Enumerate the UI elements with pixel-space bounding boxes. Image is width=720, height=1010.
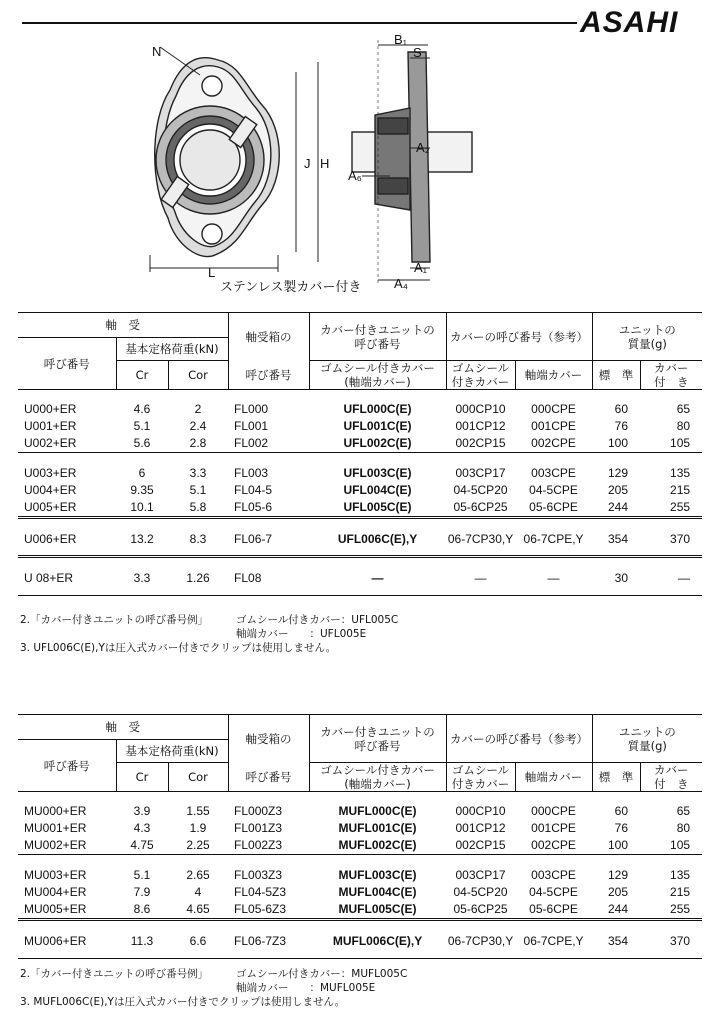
- table-row: [18, 435, 702, 453]
- table-row: [18, 570, 702, 587]
- mass-standard: 205: [608, 885, 629, 899]
- unit-number: UFL000C(E): [343, 402, 412, 416]
- table-row: [18, 933, 702, 950]
- cr-value: 13.2: [130, 532, 154, 546]
- mass-covered: 370: [670, 532, 691, 546]
- row-spacer: [18, 557, 702, 571]
- table-row: [18, 884, 702, 901]
- hdr-covered-2: 付 き: [654, 375, 689, 389]
- rubber-cover: 04-5CP20: [453, 483, 508, 497]
- unit-number: —: [371, 571, 384, 585]
- cr-value: 10.1: [130, 500, 154, 514]
- cor-value: 4: [194, 885, 202, 899]
- mass-covered: 215: [670, 885, 691, 899]
- rubber-cover: 05-6CP25: [453, 902, 508, 916]
- housing-number: FL002: [234, 436, 269, 450]
- table-row: [18, 418, 702, 435]
- label-a1: A₁: [414, 260, 428, 275]
- mass-covered: 105: [670, 838, 691, 852]
- unit-number: MUFL004C(E): [338, 885, 417, 899]
- rubber-cover: 06-7CP30,Y: [447, 532, 514, 546]
- unit-number: MUFL006C(E),Y: [332, 934, 423, 948]
- cor-value: 4.65: [186, 902, 210, 916]
- rubber-cover: —: [474, 571, 487, 585]
- table2-note2-end: 軸端カバー ：MUFL005E: [236, 982, 376, 994]
- cr-value: 4.3: [133, 821, 151, 835]
- cr-value: 5.1: [133, 868, 151, 882]
- housing-number: FL04-5Z3: [234, 885, 287, 899]
- table-row: [18, 465, 702, 482]
- call-number: MU006+ER: [24, 934, 87, 948]
- table1-note2-rubber: ゴムシール付きカバー：UFL005C: [236, 614, 399, 626]
- rubber-cover: 002CP15: [455, 436, 506, 450]
- cor-value: 8.3: [189, 532, 207, 546]
- mass-standard: 354: [608, 934, 629, 948]
- label-a2: A₂: [416, 140, 430, 155]
- hdr2-housing-2: 呼び番号: [228, 763, 309, 792]
- rubber-cover: 002CP15: [455, 838, 506, 852]
- label-h: H: [320, 156, 330, 171]
- table-row: [18, 820, 702, 837]
- brand-logo: ASAHI: [580, 6, 679, 39]
- table1-note3: 3. UFL006C(E),Yは圧入式カバー付きでクリップは使用しません。: [20, 642, 337, 654]
- call-number: U002+ER: [24, 436, 77, 450]
- unit-number: UFL001C(E): [343, 419, 412, 433]
- housing-number: FL05-6Z3: [234, 902, 287, 916]
- housing-number: FL000: [234, 402, 269, 416]
- cr-value: 7.9: [133, 885, 151, 899]
- end-cover: —: [547, 571, 560, 585]
- call-number: MU000+ER: [24, 804, 87, 818]
- unit-number: MUFL002C(E): [338, 838, 417, 852]
- housing-number: FL06-7Z3: [234, 934, 287, 948]
- mass-standard: 354: [608, 532, 629, 546]
- hdr-cr: Cr: [116, 361, 168, 390]
- call-number: MU005+ER: [24, 902, 87, 916]
- rubber-cover: 003CP17: [455, 868, 506, 882]
- cor-value: 5.8: [189, 500, 207, 514]
- hdr-unit-sub1: ゴムシール付きカバー: [320, 361, 435, 375]
- table-row: [18, 803, 702, 820]
- hdr2-unit-sub2: (軸端カバー): [344, 777, 411, 791]
- hdr2-call: 呼び番号: [43, 758, 90, 773]
- hdr-covered-1: カバー: [654, 361, 689, 375]
- housing-number: FL001: [234, 419, 269, 433]
- housing-number: FL002Z3: [234, 838, 283, 852]
- mass-covered: 135: [670, 466, 691, 480]
- hdr2-covered-1: カバー: [654, 763, 689, 777]
- call-number: MU002+ER: [24, 838, 87, 852]
- hdr-bearing: 軸 受: [18, 313, 228, 338]
- hdr2-unit-1: カバー付きユニットの: [320, 724, 435, 739]
- hdr2-covered-2: 付 き: [654, 777, 689, 791]
- mass-covered: 80: [676, 821, 691, 835]
- mass-covered: 80: [676, 419, 691, 433]
- hdr-cover-num: カバーの呼び番号（参考）: [446, 313, 592, 361]
- front-view: [150, 47, 318, 272]
- table-row: [18, 482, 702, 499]
- hdr-call: 呼び番号: [43, 356, 90, 371]
- label-a6: A₆: [348, 168, 362, 183]
- label-j: J: [304, 156, 311, 171]
- table-bottom-rule: [18, 950, 702, 959]
- cr-value: 9.35: [130, 483, 154, 497]
- call-number: MU001+ER: [24, 821, 87, 835]
- mass-standard: 244: [608, 500, 629, 514]
- unit-number: UFL005C(E): [343, 500, 412, 514]
- table-bottom-rule: [18, 587, 702, 596]
- housing-number: FL05-6: [234, 500, 273, 514]
- cr-value: 4.6: [133, 402, 151, 416]
- hdr-rubber-2: 付きカバー: [451, 375, 510, 389]
- table2-note2: [20, 966, 408, 981]
- end-cover: 003CPE: [531, 466, 576, 480]
- mass-covered: —: [678, 571, 691, 585]
- row-spacer: [18, 518, 702, 532]
- unit-number: MUFL000C(E): [338, 804, 417, 818]
- hdr2-rated-load: 基本定格荷重(kN): [116, 740, 228, 763]
- unit-number: MUFL005C(E): [338, 902, 417, 916]
- cr-value: 3.9: [133, 804, 151, 818]
- table2-note3: 3. MUFL006C(E),Yは圧入式カバー付きでクリップは使用しません。: [20, 996, 346, 1008]
- hdr2-rubber-1: ゴムシール: [451, 763, 510, 777]
- hdr2-mass-2: 質量(g): [627, 738, 667, 753]
- call-number: MU003+ER: [24, 868, 87, 882]
- table1-note2: [20, 612, 399, 627]
- housing-number: FL04-5: [234, 483, 273, 497]
- hdr2-cr: Cr: [116, 763, 168, 792]
- rubber-cover: 04-5CP20: [453, 885, 508, 899]
- mass-standard: 76: [614, 821, 629, 835]
- hdr2-standard: 標 準: [592, 763, 640, 792]
- table-row: [18, 901, 702, 920]
- mass-standard: 244: [608, 902, 629, 916]
- rubber-cover: 000CP10: [455, 402, 506, 416]
- cor-value: 1.26: [186, 571, 210, 585]
- end-cover: 06-7CPE,Y: [523, 532, 584, 546]
- hdr-unit-sub2: (軸端カバー): [344, 375, 411, 389]
- end-cover: 002CPE: [531, 838, 576, 852]
- mass-covered: 65: [676, 804, 691, 818]
- unit-number: MUFL001C(E): [338, 821, 417, 835]
- mass-covered: 135: [670, 868, 691, 882]
- unit-number: UFL002C(E): [343, 436, 412, 450]
- hdr2-unit-2: 呼び番号: [354, 738, 401, 753]
- hdr2-cor: Cor: [168, 763, 228, 792]
- housing-number: FL003Z3: [234, 868, 283, 882]
- unit-number: UFL003C(E): [343, 466, 412, 480]
- hdr-standard: 標 準: [592, 361, 640, 390]
- call-number: U000+ER: [24, 402, 77, 416]
- table1-note2-label: 2.「カバー付きユニットの呼び番号例」: [20, 614, 209, 626]
- hdr2-bearing: 軸 受: [18, 715, 228, 740]
- row-spacer: [18, 453, 702, 466]
- mass-standard: 205: [608, 483, 629, 497]
- call-number: U001+ER: [24, 419, 77, 433]
- mass-covered: 105: [670, 436, 691, 450]
- table1-note2-end: 軸端カバー ：UFL005E: [236, 628, 367, 640]
- table2-note2-label: 2.「カバー付きユニットの呼び番号例」: [20, 968, 209, 980]
- hdr-housing-1: 軸受箱の: [245, 329, 292, 344]
- cr-value: 5.1: [133, 419, 151, 433]
- hdr-cor: Cor: [168, 361, 228, 390]
- cor-value: 3.3: [189, 466, 207, 480]
- mass-standard: 30: [614, 571, 629, 585]
- call-number: U005+ER: [24, 500, 77, 514]
- cr-value: 4.75: [130, 838, 154, 852]
- housing-number: FL003: [234, 466, 269, 480]
- end-cover: 06-7CPE,Y: [523, 934, 584, 948]
- spec-table-standard: [18, 312, 702, 596]
- cor-value: 2.4: [189, 419, 207, 433]
- end-cover: 05-6CPE: [529, 902, 578, 916]
- end-cover: 001CPE: [531, 821, 576, 835]
- mass-standard: 76: [614, 419, 629, 433]
- cor-value: 5.1: [189, 483, 207, 497]
- housing-number: FL001Z3: [234, 821, 283, 835]
- row-spacer: [18, 920, 702, 934]
- rubber-cover: 001CP12: [455, 419, 506, 433]
- label-n: N: [152, 44, 162, 59]
- hdr2-rubber-2: 付きカバー: [451, 777, 510, 791]
- mass-covered: 65: [676, 402, 691, 416]
- mass-standard: 129: [608, 868, 629, 882]
- label-s: S: [413, 45, 422, 60]
- table1-body: [18, 390, 702, 596]
- cr-value: 3.3: [133, 571, 151, 585]
- cor-value: 6.6: [189, 934, 207, 948]
- side-view: [352, 40, 472, 285]
- label-a4: A₄: [394, 276, 408, 291]
- call-number: U006+ER: [24, 532, 77, 546]
- mass-standard: 100: [608, 436, 629, 450]
- hdr-unit-2: 呼び番号: [354, 336, 401, 351]
- call-number: MU004+ER: [24, 885, 87, 899]
- row-spacer: [18, 390, 702, 402]
- table2-body: [18, 792, 702, 959]
- hdr-rubber-1: ゴムシール: [451, 361, 510, 375]
- cr-value: 5.6: [133, 436, 151, 450]
- end-cover: 003CPE: [531, 868, 576, 882]
- end-cover: 04-5CPE: [529, 483, 578, 497]
- end-cover: 05-6CPE: [529, 500, 578, 514]
- rubber-cover: 003CP17: [455, 466, 506, 480]
- mass-covered: 255: [670, 902, 691, 916]
- mass-standard: 129: [608, 466, 629, 480]
- end-cover: 002CPE: [531, 436, 576, 450]
- brand-rule: [22, 22, 577, 24]
- hdr-end-cover: 軸端カバー: [515, 361, 592, 390]
- call-number: U004+ER: [24, 483, 77, 497]
- end-cover: 000CPE: [531, 402, 576, 416]
- mass-covered: 255: [670, 500, 691, 514]
- cor-value: 2.8: [189, 436, 207, 450]
- unit-number: MUFL003C(E): [338, 868, 417, 882]
- hdr2-housing-1: 軸受箱の: [245, 731, 292, 746]
- row-spacer: [18, 792, 702, 804]
- unit-number: UFL004C(E): [343, 483, 412, 497]
- hdr-mass-1: ユニットの: [618, 322, 676, 337]
- table-row: [18, 401, 702, 418]
- mass-standard: 60: [614, 402, 629, 416]
- hdr-mass-2: 質量(g): [627, 336, 667, 351]
- housing-number: FL06-7: [234, 532, 273, 546]
- cr-value: 11.3: [130, 934, 154, 948]
- row-spacer: [18, 855, 702, 868]
- label-l: L: [208, 265, 216, 280]
- rubber-cover: 000CP10: [455, 804, 506, 818]
- hdr-housing-2: 呼び番号: [228, 361, 309, 390]
- bearing-drawing: [0, 28, 720, 293]
- drawing-caption: ステンレス製カバー付き: [220, 280, 362, 295]
- call-number: U003+ER: [24, 466, 77, 480]
- cr-value: 8.6: [133, 902, 151, 916]
- rubber-cover: 05-6CP25: [453, 500, 508, 514]
- hdr-rated-load: 基本定格荷重(kN): [116, 338, 228, 361]
- cor-value: 2: [194, 402, 202, 416]
- housing-number: FL08: [234, 571, 262, 585]
- hdr2-mass-1: ユニットの: [618, 724, 676, 739]
- table2-note2-rubber: ゴムシール付きカバー：MUFL005C: [236, 968, 408, 980]
- housing-number: FL000Z3: [234, 804, 283, 818]
- end-cover: 000CPE: [531, 804, 576, 818]
- hdr-unit-1: カバー付きユニットの: [320, 322, 435, 337]
- cr-value: 6: [138, 466, 146, 480]
- cor-value: 1.55: [186, 804, 210, 818]
- hdr2-cover-num: カバーの呼び番号（参考）: [446, 715, 592, 763]
- cor-value: 2.25: [186, 838, 210, 852]
- row-spacer: [18, 548, 702, 557]
- table-row: [18, 531, 702, 548]
- cor-value: 1.9: [189, 821, 207, 835]
- hdr2-unit-sub1: ゴムシール付きカバー: [320, 763, 435, 777]
- mass-covered: 215: [670, 483, 691, 497]
- end-cover: 001CPE: [531, 419, 576, 433]
- spec-table-stainless: [18, 714, 702, 959]
- hdr2-end-cover: 軸端カバー: [515, 763, 592, 792]
- table-row: [18, 867, 702, 884]
- call-number: U 08+ER: [24, 571, 74, 585]
- rubber-cover: 06-7CP30,Y: [447, 934, 514, 948]
- rubber-cover: 001CP12: [455, 821, 506, 835]
- label-b1: B₁: [394, 32, 408, 47]
- end-cover: 04-5CPE: [529, 885, 578, 899]
- mass-standard: 60: [614, 804, 629, 818]
- unit-number: UFL006C(E),Y: [337, 532, 418, 546]
- mass-covered: 370: [670, 934, 691, 948]
- mass-standard: 100: [608, 838, 629, 852]
- table-row: [18, 499, 702, 518]
- cor-value: 2.65: [186, 868, 210, 882]
- table-row: [18, 837, 702, 855]
